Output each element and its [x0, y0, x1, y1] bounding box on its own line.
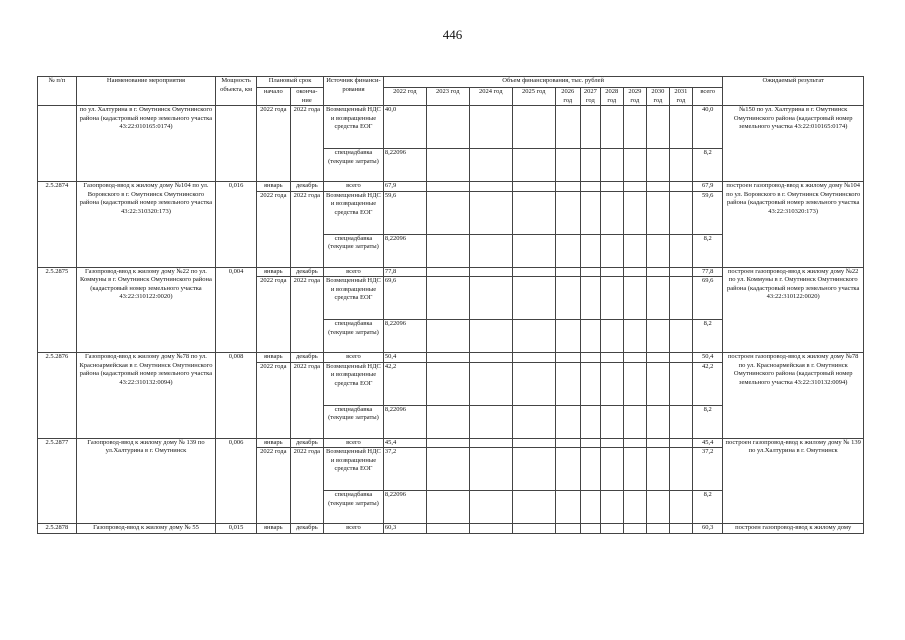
header-source: Источник финанси-рования	[324, 77, 384, 106]
year-cell	[646, 277, 669, 320]
row-number	[38, 106, 77, 182]
row-number: 2.5.2874	[38, 182, 77, 268]
year-cell	[555, 438, 580, 448]
year-cell	[580, 438, 600, 448]
financing-table	[37, 76, 864, 534]
source-vat: Возмещенный НДС и возвращенные средства ЕОГ	[324, 106, 384, 149]
year-cell	[580, 191, 600, 234]
header-end: оконча-ние	[290, 88, 324, 106]
source-special: спецнадбавка (текущие затраты)	[324, 320, 384, 353]
source-special: спецнадбавка (текущие затраты)	[324, 149, 384, 182]
amount-2022: 8,22096	[383, 149, 426, 182]
header-year: 2027 год	[580, 88, 600, 106]
measure-name: Газопровод-ввод к жилому дому №78 по ул. Красноармейская в г. Омутнинск Омутнинского района (кадастровый номер земельного участка 43:22:310132:0094)	[76, 353, 215, 439]
year-cell	[555, 191, 580, 234]
amount-total: 59,6	[692, 191, 722, 234]
header-result: Ожидаемый результат	[723, 77, 864, 106]
amount-2022: 69,6	[383, 277, 426, 320]
expected-result: построен газопровод-ввод к жилому дому № 139 по ул.Халтурина в г. Омутнинск	[723, 438, 864, 524]
year-cell	[469, 149, 512, 182]
year-cell	[646, 320, 669, 353]
header-year: 2025 год	[512, 88, 555, 106]
year-cell	[555, 182, 580, 192]
year-cell	[623, 106, 646, 149]
period-end: декабрь	[290, 524, 324, 534]
year-cell	[580, 149, 600, 182]
header-volume: Объем финансирования, тыс. рублей	[383, 77, 723, 88]
page-number: 446	[442, 27, 463, 42]
period-end: 2022 года	[290, 277, 324, 353]
amount-total: 42,2	[692, 362, 722, 405]
year-cell	[580, 353, 600, 363]
header-num: № п/п	[38, 77, 77, 106]
period-start: 2022 года	[257, 448, 291, 524]
year-cell	[646, 438, 669, 448]
header-name: Наименование мероприятия	[76, 77, 215, 106]
year-cell	[469, 438, 512, 448]
amount-total: 8,2	[692, 405, 722, 438]
amount-total: 8,2	[692, 234, 722, 267]
expected-result: №150 по ул. Халтурина в г. Омутнинск Омутнинского района (кадастровый номер земельного участка 43:22:010165:0174)	[723, 106, 864, 182]
capacity: 0,004	[216, 267, 257, 353]
table-row	[38, 353, 864, 363]
year-cell	[469, 524, 512, 534]
year-cell	[623, 524, 646, 534]
period-start: 2022 года	[257, 362, 291, 438]
amount-2022: 45,4	[383, 438, 426, 448]
measure-name: Газопровод-ввод к жилому дому №22 по ул. Коммуны в г. Омутнинск Омутнинского района (кадастровый номер земельного участка 43:22:310122:0020)	[76, 267, 215, 353]
period-end: декабрь	[290, 438, 324, 448]
amount-2022: 8,22096	[383, 491, 426, 524]
year-cell	[623, 448, 646, 491]
expected-result: построен газопровод-ввод к жилому дому №22 по ул. Коммуны в г. Омутнинск Омутнинского района (кадастровый номер земельного участка 43:22:310122:0020)	[723, 267, 864, 353]
year-cell	[555, 277, 580, 320]
amount-2022: 59,6	[383, 191, 426, 234]
header-period: Плановый срок	[257, 77, 324, 88]
source-total: всего	[324, 524, 384, 534]
year-cell	[426, 353, 469, 363]
year-cell	[426, 182, 469, 192]
amount-2022: 8,22096	[383, 320, 426, 353]
amount-2022: 8,22096	[383, 405, 426, 438]
year-cell	[469, 448, 512, 491]
capacity	[216, 106, 257, 182]
period-end: 2022 года	[290, 191, 324, 267]
amount-total: 67,9	[692, 182, 722, 192]
source-special: спецнадбавка (текущие затраты)	[324, 405, 384, 438]
year-cell	[646, 405, 669, 438]
source-vat: Возмещенный НДС и возвращенные средства ЕОГ	[324, 191, 384, 234]
year-cell	[580, 405, 600, 438]
year-cell	[669, 267, 692, 277]
year-cell	[623, 191, 646, 234]
header-start: начало	[257, 88, 291, 106]
year-cell	[426, 438, 469, 448]
amount-total: 45,4	[692, 438, 722, 448]
year-cell	[580, 448, 600, 491]
year-cell	[555, 524, 580, 534]
measure-name: Газопровод-ввод к жилому дому № 139 по ул.Халтурина в г. Омутнинск	[76, 438, 215, 524]
year-cell	[512, 405, 555, 438]
table-row	[38, 182, 864, 192]
year-cell	[426, 191, 469, 234]
year-cell	[512, 182, 555, 192]
year-cell	[669, 191, 692, 234]
year-cell	[623, 405, 646, 438]
source-total: всего	[324, 267, 384, 277]
year-cell	[623, 234, 646, 267]
year-cell	[555, 405, 580, 438]
amount-total: 77,8	[692, 267, 722, 277]
amount-2022: 8,22096	[383, 234, 426, 267]
capacity: 0,006	[216, 438, 257, 524]
year-cell	[600, 106, 623, 149]
amount-2022: 77,8	[383, 267, 426, 277]
expected-result: построен газопровод-ввод к жилому дому №78 по ул. Красноармейская в г. Омутнинск Омутнинского района (кадастровый номер земельного участка 43:22:310132:0094)	[723, 353, 864, 439]
header-total: всего	[692, 88, 722, 106]
period-end: декабрь	[290, 353, 324, 363]
year-cell	[600, 182, 623, 192]
header-year: 2024 год	[469, 88, 512, 106]
year-cell	[512, 448, 555, 491]
year-cell	[669, 182, 692, 192]
year-cell	[669, 353, 692, 363]
year-cell	[623, 182, 646, 192]
header-year: 2023 год	[426, 88, 469, 106]
year-cell	[555, 362, 580, 405]
row-number: 2.5.2876	[38, 353, 77, 439]
header-year: 2031 год	[669, 88, 692, 106]
year-cell	[512, 353, 555, 363]
year-cell	[555, 448, 580, 491]
year-cell	[669, 277, 692, 320]
expected-result: построен газопровод-ввод к жилому дому №104 по ул. Воровского в г. Омутнинск Омутнинского района (кадастровый номер земельного участка 43:22:310320:173)	[723, 182, 864, 268]
period-end: 2022 года	[290, 106, 324, 182]
year-cell	[669, 438, 692, 448]
source-special: спецнадбавка (текущие затраты)	[324, 491, 384, 524]
amount-total: 8,2	[692, 491, 722, 524]
amount-total: 8,2	[692, 320, 722, 353]
period-start: январь	[257, 524, 291, 534]
year-cell	[646, 149, 669, 182]
table-row	[38, 524, 864, 534]
year-cell	[512, 362, 555, 405]
year-cell	[600, 438, 623, 448]
header-year: 2030 год	[646, 88, 669, 106]
year-cell	[469, 405, 512, 438]
year-cell	[512, 320, 555, 353]
table-row	[38, 267, 864, 277]
year-cell	[669, 320, 692, 353]
year-cell	[469, 267, 512, 277]
year-cell	[512, 267, 555, 277]
amount-total: 37,2	[692, 448, 722, 491]
year-cell	[669, 405, 692, 438]
year-cell	[580, 320, 600, 353]
source-vat: Возмещенный НДС и возвращенные средства ЕОГ	[324, 362, 384, 405]
year-cell	[646, 267, 669, 277]
year-cell	[646, 491, 669, 524]
year-cell	[580, 267, 600, 277]
year-cell	[580, 277, 600, 320]
measure-name: Газопровод-ввод к жилому дому №104 по ул. Воровского в г. Омутнинск Омутнинского района (кадастровый номер земельного участка 43:22:310320:173)	[76, 182, 215, 268]
header-year: 2028 год	[600, 88, 623, 106]
year-cell	[669, 234, 692, 267]
source-vat: Возмещенный НДС и возвращенные средства ЕОГ	[324, 277, 384, 320]
year-cell	[600, 491, 623, 524]
period-start: 2022 года	[257, 277, 291, 353]
year-cell	[669, 149, 692, 182]
year-cell	[580, 234, 600, 267]
year-cell	[555, 267, 580, 277]
source-total: всего	[324, 353, 384, 363]
year-cell	[426, 234, 469, 267]
row-number: 2.5.2877	[38, 438, 77, 524]
year-cell	[426, 320, 469, 353]
year-cell	[469, 491, 512, 524]
year-cell	[669, 106, 692, 149]
year-cell	[469, 362, 512, 405]
header-row-1	[38, 77, 864, 88]
year-cell	[426, 405, 469, 438]
year-cell	[555, 320, 580, 353]
year-cell	[426, 277, 469, 320]
amount-2022: 40,0	[383, 106, 426, 149]
year-cell	[555, 106, 580, 149]
year-cell	[646, 106, 669, 149]
measure-name: Газопровод-ввод к жилому дому № 55	[76, 524, 215, 534]
amount-total: 40,0	[692, 106, 722, 149]
period-end: 2022 года	[290, 448, 324, 524]
year-cell	[426, 149, 469, 182]
year-cell	[580, 182, 600, 192]
year-cell	[623, 362, 646, 405]
year-cell	[580, 362, 600, 405]
amount-2022: 42,2	[383, 362, 426, 405]
year-cell	[646, 353, 669, 363]
year-cell	[600, 353, 623, 363]
amount-total: 50,4	[692, 353, 722, 363]
year-cell	[555, 234, 580, 267]
amount-2022: 50,4	[383, 353, 426, 363]
year-cell	[623, 438, 646, 448]
capacity: 0,015	[216, 524, 257, 534]
year-cell	[426, 448, 469, 491]
year-cell	[669, 362, 692, 405]
year-cell	[623, 353, 646, 363]
amount-total: 8,2	[692, 149, 722, 182]
year-cell	[469, 277, 512, 320]
header-year: 2022 год	[383, 88, 426, 106]
capacity: 0,008	[216, 353, 257, 439]
year-cell	[512, 106, 555, 149]
year-cell	[600, 362, 623, 405]
year-cell	[469, 182, 512, 192]
source-total: всего	[324, 438, 384, 448]
year-cell	[469, 320, 512, 353]
year-cell	[512, 234, 555, 267]
year-cell	[600, 524, 623, 534]
table-row	[38, 106, 864, 149]
year-cell	[600, 405, 623, 438]
year-cell	[646, 234, 669, 267]
amount-total: 60,3	[692, 524, 722, 534]
year-cell	[646, 182, 669, 192]
year-cell	[600, 267, 623, 277]
year-cell	[426, 491, 469, 524]
year-cell	[600, 277, 623, 320]
year-cell	[623, 491, 646, 524]
period-start: январь	[257, 182, 291, 192]
year-cell	[669, 491, 692, 524]
year-cell	[669, 524, 692, 534]
year-cell	[623, 320, 646, 353]
measure-name: по ул. Халтурина в г. Омутнинск Омутнинского района (кадастровый номер земельного участка 43:22:010165:0174)	[76, 106, 215, 182]
year-cell	[555, 149, 580, 182]
year-cell	[646, 362, 669, 405]
year-cell	[469, 106, 512, 149]
amount-total: 69,6	[692, 277, 722, 320]
period-start: январь	[257, 438, 291, 448]
year-cell	[512, 277, 555, 320]
year-cell	[512, 491, 555, 524]
year-cell	[580, 491, 600, 524]
year-cell	[555, 353, 580, 363]
amount-2022: 60,3	[383, 524, 426, 534]
year-cell	[512, 191, 555, 234]
row-number: 2.5.2878	[38, 524, 77, 534]
year-cell	[646, 191, 669, 234]
header-year: 2026 год	[555, 88, 580, 106]
amount-2022: 67,9	[383, 182, 426, 192]
period-start: январь	[257, 267, 291, 277]
year-cell	[469, 191, 512, 234]
year-cell	[512, 438, 555, 448]
expected-result: построен газопровод-ввод к жилому дому	[723, 524, 864, 534]
year-cell	[512, 524, 555, 534]
header-year: 2029 год	[623, 88, 646, 106]
year-cell	[426, 524, 469, 534]
period-start: 2022 года	[257, 191, 291, 267]
year-cell	[580, 106, 600, 149]
header-capacity: Мощность объекта, км	[216, 77, 257, 106]
year-cell	[600, 149, 623, 182]
year-cell	[623, 277, 646, 320]
year-cell	[426, 106, 469, 149]
source-special: спецнадбавка (текущие затраты)	[324, 234, 384, 267]
source-vat: Возмещенный НДС и возвращенные средства ЕОГ	[324, 448, 384, 491]
year-cell	[469, 234, 512, 267]
year-cell	[623, 149, 646, 182]
year-cell	[580, 524, 600, 534]
period-start: 2022 года	[257, 106, 291, 182]
year-cell	[426, 267, 469, 277]
year-cell	[555, 491, 580, 524]
year-cell	[646, 448, 669, 491]
period-end: 2022 года	[290, 362, 324, 438]
period-start: январь	[257, 353, 291, 363]
year-cell	[512, 149, 555, 182]
year-cell	[623, 267, 646, 277]
source-total: всего	[324, 182, 384, 192]
year-cell	[669, 448, 692, 491]
year-cell	[600, 234, 623, 267]
amount-2022: 37,2	[383, 448, 426, 491]
year-cell	[426, 362, 469, 405]
period-end: декабрь	[290, 182, 324, 192]
year-cell	[469, 353, 512, 363]
year-cell	[600, 320, 623, 353]
period-end: декабрь	[290, 267, 324, 277]
year-cell	[600, 448, 623, 491]
year-cell	[646, 524, 669, 534]
table-row	[38, 438, 864, 448]
row-number: 2.5.2875	[38, 267, 77, 353]
year-cell	[600, 191, 623, 234]
capacity: 0,016	[216, 182, 257, 268]
